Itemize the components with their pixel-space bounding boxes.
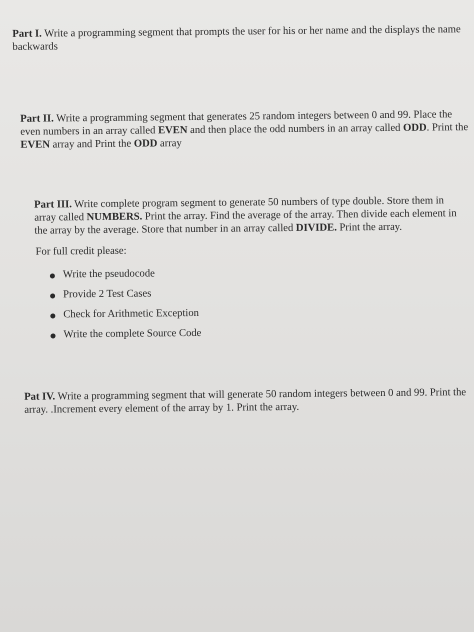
part-2-text-e: array — [157, 137, 182, 149]
part-3-label: Part III. — [34, 199, 72, 211]
part-3 — [34, 195, 468, 350]
list-item-text: Write the complete Source Code — [63, 328, 202, 341]
list-item — [49, 325, 467, 349]
part-1-label: Part I. — [12, 28, 42, 40]
part-3-text-a: Write complete program segment to generate 50 numbers of type double. Store them in array called — [34, 195, 444, 224]
credit-note: For full credit please: — [35, 246, 127, 259]
part-1-text: Write a programming segment that prompts the user for his or her name and the displays the name backwards — [12, 24, 461, 53]
part-1 — [12, 24, 462, 54]
part-2-text-d: array and Print the — [49, 138, 134, 151]
even-keyword-2: EVEN — [20, 139, 51, 151]
part-3-text-b: Print the array. Find the average of the array. Then divide each element in the array by the average. Store that number in an array called — [34, 208, 457, 237]
part-2-text-b: and then place the odd numbers in an array called — [187, 122, 404, 136]
numbers-keyword: NUMBERS. — [86, 211, 143, 223]
part-2 — [20, 109, 470, 152]
even-keyword: EVEN — [157, 124, 188, 137]
list-item-text: Provide 2 Test Cases — [63, 288, 152, 301]
bullet-icon — [50, 314, 55, 319]
odd-keyword: ODD — [403, 122, 427, 134]
list-item-text: Check for Arithmetic Exception — [63, 308, 199, 321]
divide-keyword: DIVIDE. — [295, 222, 337, 234]
odd-keyword-2: ODD — [133, 137, 158, 150]
requirements-list — [49, 265, 468, 349]
part-4-text: Write a programming segment that will generate 50 random integers between 0 and 99. Print the array. .Increment every element of the array by 1. Print the array. — [24, 387, 467, 416]
part-2-text-a: Write a programming segment that generates 25 random integers between 0 and 99. Place the even numbers in an array called — [20, 109, 453, 138]
part-2-label: Part II. — [20, 113, 54, 125]
bullet-icon — [50, 334, 55, 339]
part-4-label: Pat IV. — [24, 391, 56, 403]
bullet-icon — [50, 274, 55, 279]
part-4 — [24, 387, 474, 417]
part-3-paragraph — [34, 195, 466, 238]
list-item-text: Write the pseudocode — [62, 268, 155, 281]
part-3-text-c: Print the array. — [336, 221, 403, 234]
bullet-icon — [50, 294, 55, 299]
part-2-text-c: . Print the — [426, 121, 469, 134]
